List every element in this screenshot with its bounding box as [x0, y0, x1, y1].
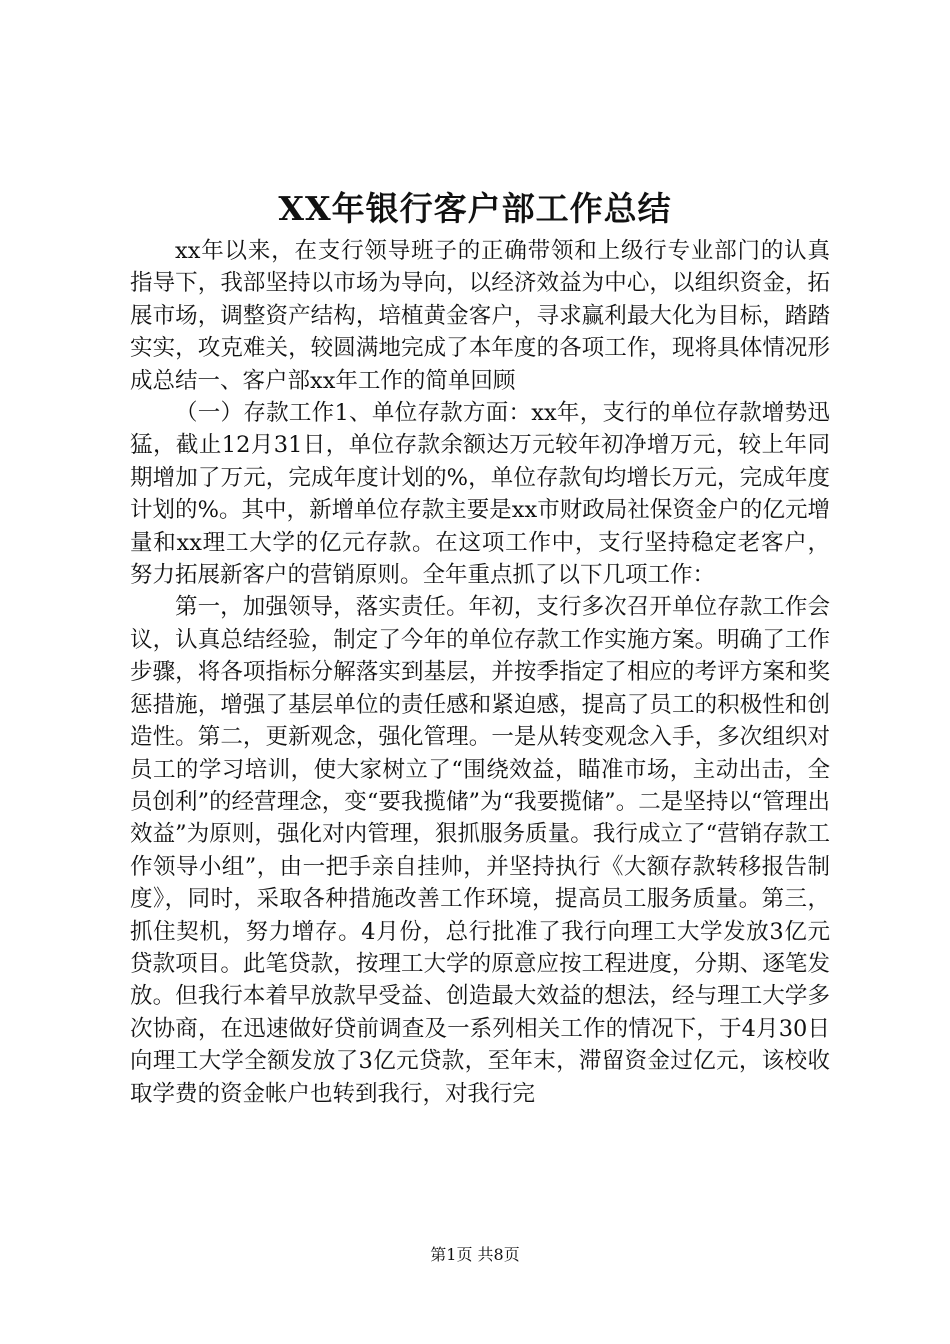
- paragraph-key-measures: 第一，加强领导，落实责任。年初，支行多次召开单位存款工作会议，认真总结经验，制定了今年的单位存款工作实施方案。明确了工作步骤，将各项指标分解落实到基层，并按季指定了相应的考评方案和奖惩措施，增强了基层单位的责任感和紧迫感，提高了员工的积极性和创造性。第二，更新观念，强化管理。一是从转变观念入手，多次组织对员工的学习培训，使大家树立了“围绕效益，瞄准市场，主动出击，全员创利”的经营理念，变“要我揽储”为“我要揽储”。二是坚持以“管理出效益”为原则，强化对内管理，狠抓服务质量。我行成立了“营销存款工作领导小组”，由一把手亲自挂帅，并坚持执行《大额存款转移报告制度》，同时，采取各种措施改善工作环境，提高员工服务质量。第三，抓住契机，努力增存。4月份，总行批准了我行向理工大学发放3亿元贷款项目。此笔贷款，按理工大学的原意应按工程进度，分期、逐笔发放。但我行本着早放款早受益、创造最大效益的想法，经与理工大学多次协商，在迅速做好贷前调查及一系列相关工作的情况下，于4月30日向理工大学全额发放了3亿元贷款，至年末，滞留资金过亿元，该校收取学费的资金帐户也转到我行，对我行完: [130, 594, 830, 1107]
- document-body: [130, 235, 830, 1110]
- paragraph-deposit-work: （一）存款工作1、单位存款方面：xx年，支行的单位存款增势迅猛，截止12月31日，单位存款余额达万元较年初净增万元，较上年同期增加了万元，完成年度计划的%，单位存款旬均增长万元，完成年度计划的%。其中，新增单位存款主要是xx市财政局社保资金户的亿元增量和xx理工大学的亿元存款。在这项工作中，支行坚持稳定老客户，努力拓展新客户的营销原则。全年重点抓了以下几项工作：: [130, 400, 830, 589]
- paragraph-intro: xx年以来，在支行领导班子的正确带领和上级行专业部门的认真指导下，我部坚持以市场为导向，以经济效益为中心，以组织资金，拓展市场，调整资产结构，培植黄金客户，寻求赢利最大化为目标，踏踏实实，攻克难关，较圆满地完成了本年度的各项工作，现将具体情况形成总结一、客户部xx年工作的简单回顾: [130, 238, 830, 394]
- document-title: XX年银行客户部工作总结: [278, 189, 672, 228]
- page-number-footer: 第1页 共8页: [430, 1245, 520, 1264]
